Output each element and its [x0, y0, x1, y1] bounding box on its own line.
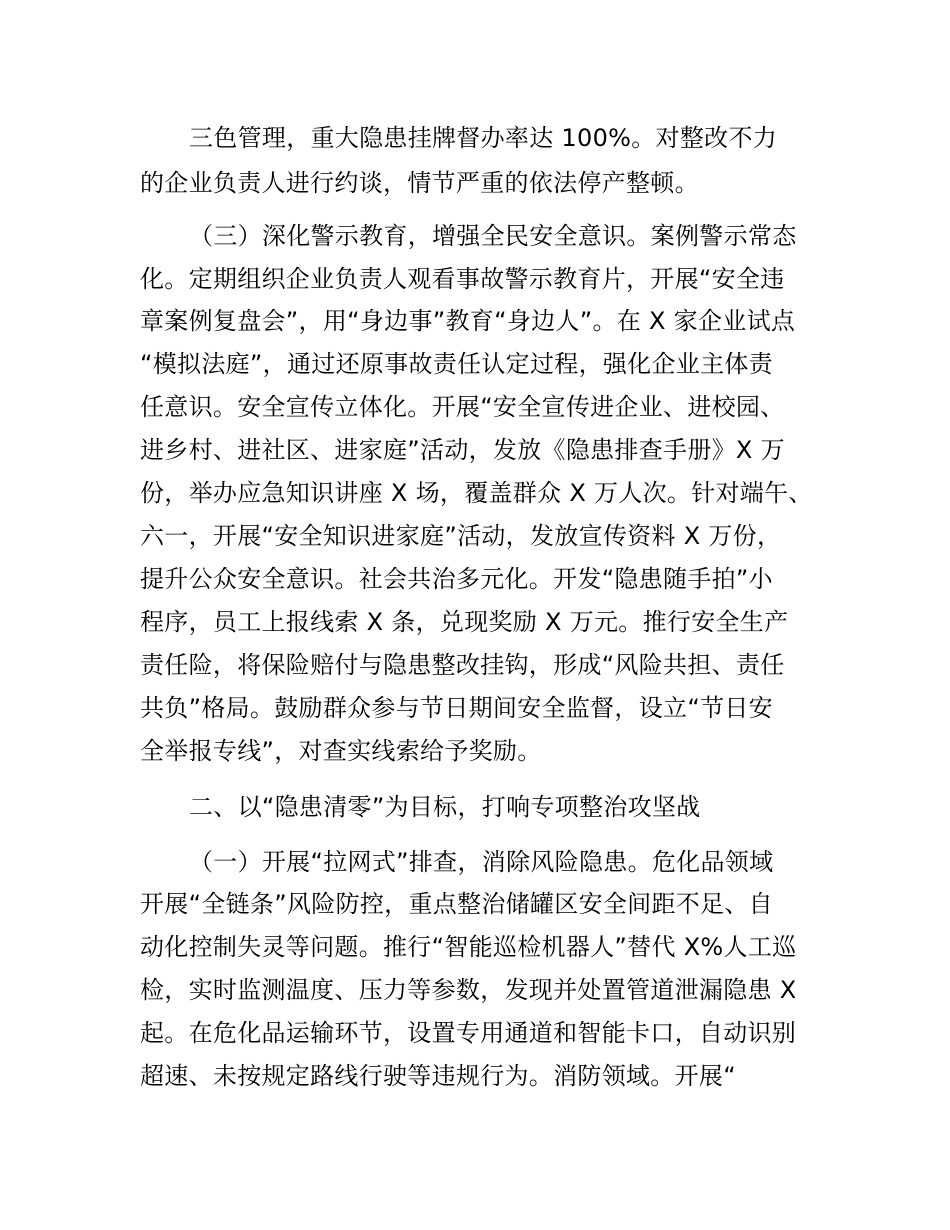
text-line: （三）深化警示教育，增强全民安全意识。案例警示常态 — [189, 222, 797, 250]
text-line: 六一，开展“安全知识进家庭”活动，发放宣传资料 X 万份， — [140, 522, 782, 550]
text-line: （一）开展“拉网式”排查，消除风险隐患。危化品领域 — [189, 848, 774, 876]
text-line: 任意识。安全宣传立体化。开展“安全宣传进企业、进校园、 — [140, 393, 785, 421]
text-line: 程序，员工上报线索 X 条，兑现奖励 X 万元。推行安全生产 — [140, 608, 789, 636]
text-line: 三色管理，重大隐患挂牌督办率达 100%。对整改不力 — [189, 124, 778, 152]
text-line: 全举报专线”，对查实线索给予奖励。 — [140, 737, 542, 765]
text-line: 超速、未按规定路线行驶等违规行为。消防领域。开展“ — [140, 1062, 736, 1090]
text-line: 化。定期组织企业负责人观看事故警示教育片，开展“安全违 — [140, 265, 785, 293]
text-line: 开展“全链条”风险防控，重点整治储罐区安全间距不足、自 — [140, 890, 773, 918]
text-line: 的企业负责人进行约谈，情节严重的依法停产整顿。 — [140, 169, 699, 197]
text-line: 进乡村、进社区、进家庭”活动，发放《隐患排查手册》X 万 — [140, 436, 785, 464]
text-line: “模拟法庭”，通过还原事故责任认定过程，强化企业主体责 — [140, 350, 773, 378]
text-line: 章案例复盘会”，用“身边事”教育“身边人”。在 X 家企业试点 — [140, 307, 796, 335]
text-line: 检，实时监测温度、压力等参数，发现并处置管道泄漏隐患 X — [140, 976, 797, 1004]
text-line: 起。在危化品运输环节，设置专用通道和智能卡口，自动识别 — [140, 1019, 797, 1047]
text-line: 动化控制失灵等问题。推行“智能巡检机器人”替代 X%人工巡 — [140, 933, 797, 961]
text-line: 共负”格局。鼓励群众参与节日期间安全监督，设立“节日安 — [140, 694, 773, 722]
text-line: 份，举办应急知识讲座 X 场，覆盖群众 X 万人次。针对端午、 — [140, 479, 813, 507]
section-heading: 二、以“隐患清零”为目标，打响专项整治攻坚战 — [189, 793, 701, 821]
text-line: 责任险，将保险赔付与隐患整改挂钩，形成“风险共担、责任 — [140, 651, 785, 679]
text-line: 提升公众安全意识。社会共治多元化。开发“隐患随手拍”小 — [140, 565, 773, 593]
